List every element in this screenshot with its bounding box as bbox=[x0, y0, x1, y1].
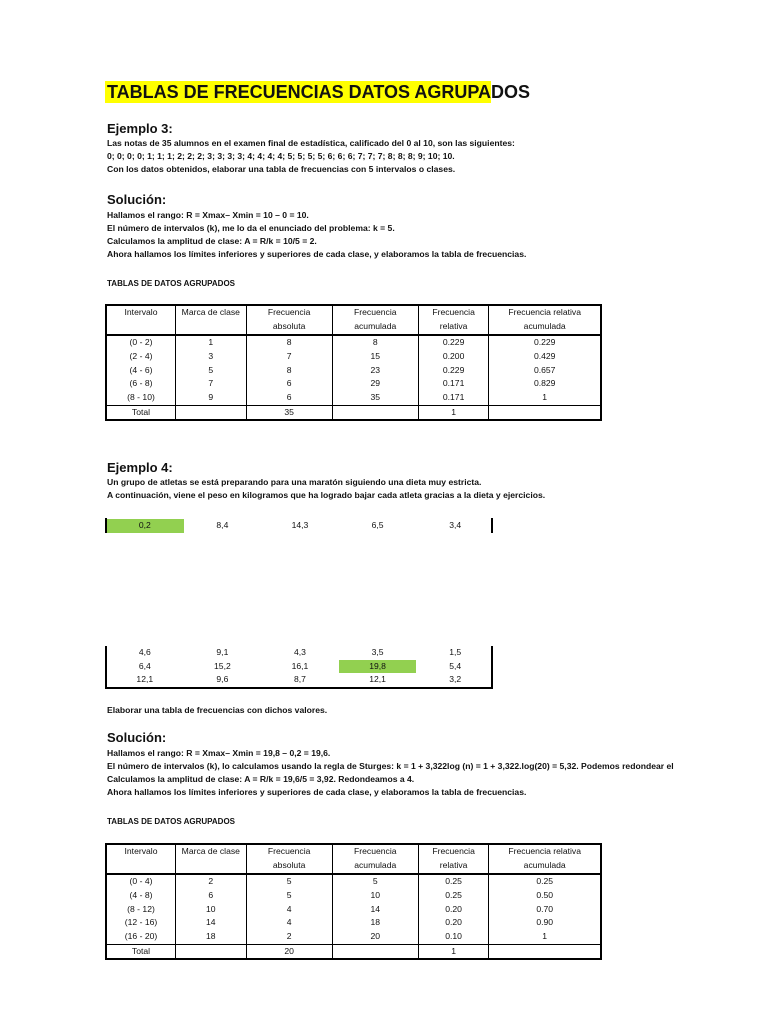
header-interval: Intervalo bbox=[124, 846, 158, 857]
example-3-table-caption: TABLAS DE DATOS AGRUPADOS bbox=[107, 279, 236, 288]
cell: 5 bbox=[332, 874, 418, 889]
header-cumulative-sub: acumulada bbox=[332, 320, 418, 335]
header-absolute-sub: absoluta bbox=[246, 859, 332, 874]
cell: 0.829 bbox=[489, 377, 601, 391]
data-cell: 4,3 bbox=[294, 647, 306, 657]
frequency-table-ex3 bbox=[105, 304, 602, 421]
cell: (0 - 4) bbox=[129, 875, 153, 886]
cell: 0.25 bbox=[418, 874, 489, 889]
cell: Total bbox=[106, 405, 176, 420]
table-row bbox=[106, 335, 601, 350]
statement-line: Las notas de 35 alumnos en el examen final de estadística, calificado del 0 al 10, son las siguientes: bbox=[107, 138, 515, 148]
table-row bbox=[106, 363, 601, 377]
cell: (8 - 10) bbox=[106, 391, 176, 405]
header-interval-sub bbox=[106, 859, 176, 874]
cell: 8 bbox=[332, 335, 418, 350]
cell: 1 bbox=[418, 405, 489, 420]
cell: (8 - 12) bbox=[127, 903, 155, 914]
cell: 0.657 bbox=[489, 363, 601, 377]
cell: 2 bbox=[246, 930, 332, 944]
table-total-row bbox=[106, 944, 601, 959]
data-cell: 12,1 bbox=[369, 674, 386, 684]
header-relative-sub: relativa bbox=[418, 859, 489, 874]
cell: 1 bbox=[418, 944, 489, 959]
header-absolute-sub: absoluta bbox=[246, 320, 332, 335]
statement-line: 0; 0; 0; 0; 1; 1; 1; 2; 2; 2; 3; 3; 3; 3; 4; 4; 4; 4; 5; 5; 5; 5; 6; 6; 6; 7; 7; 7; 8; 8; 8; 9; 10; 10. bbox=[107, 151, 455, 161]
cell: 0.171 bbox=[418, 391, 489, 405]
example-4-heading: Ejemplo 4: bbox=[107, 460, 173, 475]
cell: 8 bbox=[246, 335, 332, 350]
example-3-solution-heading: Solución: bbox=[107, 192, 167, 207]
statement-line: Con los datos obtenidos, elaborar una tabla de frecuencias con 5 intervalos o clases. bbox=[107, 164, 456, 174]
cell: 0.90 bbox=[489, 916, 601, 930]
cell bbox=[332, 944, 418, 959]
cell: 0.10 bbox=[418, 930, 489, 944]
header-cumulative-relative: Frecuencia relativa bbox=[489, 305, 601, 320]
cell: 4 bbox=[246, 902, 332, 916]
header-absolute: Frecuencia bbox=[246, 844, 332, 859]
cell: 7 bbox=[246, 349, 332, 363]
data-cell: 16,1 bbox=[291, 660, 309, 671]
cell bbox=[489, 944, 601, 959]
example-4-solution-heading: Solución: bbox=[107, 730, 167, 745]
example-3-heading: Ejemplo 3: bbox=[107, 121, 173, 136]
cell: 14 bbox=[176, 916, 247, 930]
cell: 0.171 bbox=[418, 377, 489, 391]
cell: 1 bbox=[489, 930, 601, 944]
data-cell: 9,6 bbox=[216, 674, 229, 684]
cell bbox=[176, 944, 247, 959]
cell: 0.25 bbox=[489, 874, 601, 889]
weights-data-top bbox=[106, 519, 494, 533]
grid-border-right-top bbox=[491, 518, 493, 533]
header-class-mark: Marca de clase bbox=[176, 305, 247, 320]
cell: 35 bbox=[246, 405, 332, 420]
example-3-statement bbox=[107, 137, 515, 176]
header-interval-sub bbox=[106, 320, 176, 335]
cell: 7 bbox=[176, 377, 247, 391]
cell: 29 bbox=[332, 377, 418, 391]
cell: 1 bbox=[489, 391, 601, 405]
header-class-mark-sub bbox=[176, 859, 247, 874]
data-cell: 3,4 bbox=[449, 520, 462, 530]
solution-line: Ahora hallamos los límites inferiores y superiores de cada clase, y elaboramos la tabla de frecuencias. bbox=[107, 787, 527, 797]
header-class-mark: Marca de clase bbox=[176, 844, 247, 859]
cell: 3 bbox=[176, 349, 247, 363]
header-cumulative-relative: Frecuencia relativa bbox=[489, 844, 601, 859]
data-cell: 9,1 bbox=[216, 647, 229, 657]
solution-line: Calculamos la amplitud de clase: A = R/k = 10/5 = 2. bbox=[107, 236, 317, 246]
data-cell: 8,7 bbox=[294, 674, 306, 684]
cell: 8 bbox=[246, 363, 332, 377]
data-cell-max: 19,8 bbox=[339, 660, 417, 674]
cell: 2 bbox=[176, 874, 247, 889]
solution-line: El número de intervalos (k), me lo da el enunciado del problema: k = 5. bbox=[107, 223, 395, 233]
cell bbox=[332, 405, 418, 420]
cell: 0.429 bbox=[489, 349, 601, 363]
cell: 0.229 bbox=[418, 363, 489, 377]
data-cell: 15,2 bbox=[214, 660, 231, 671]
data-cell: 6,4 bbox=[138, 660, 151, 671]
header-cumulative-sub: acumulada bbox=[332, 859, 418, 874]
header-relative-sub: relativa bbox=[418, 320, 489, 335]
example-4-instruction: Elaborar una tabla de frecuencias con dichos valores. bbox=[107, 705, 328, 715]
cell: 10 bbox=[332, 888, 418, 902]
cell: (4 - 8) bbox=[129, 889, 153, 900]
grid-border-left-top bbox=[105, 518, 107, 533]
cell: 6 bbox=[246, 377, 332, 391]
header-relative: Frecuencia bbox=[418, 305, 489, 320]
cell bbox=[489, 405, 601, 420]
header-class-mark-sub bbox=[176, 320, 247, 335]
data-cell: 3,5 bbox=[371, 647, 384, 657]
cell: 14 bbox=[332, 902, 418, 916]
cell: 9 bbox=[176, 391, 247, 405]
table-row bbox=[106, 902, 601, 916]
cell: 20 bbox=[246, 944, 332, 959]
header-relative: Frecuencia bbox=[418, 844, 489, 859]
solution-line: El número de intervalos (k), lo calculamos usando la regla de Sturges: k = 1 + 3,322log (n) = 1 + 3,322.log(20) = 5,32. Podemos redondear el bbox=[107, 761, 674, 771]
header-cumulative: Frecuencia bbox=[332, 844, 418, 859]
cell: (0 - 2) bbox=[129, 336, 153, 347]
header-cumulative-relative-sub: acumulada bbox=[489, 859, 601, 874]
cell: 0.200 bbox=[418, 349, 489, 363]
cell: 5 bbox=[176, 363, 247, 377]
header-cumulative-relative-sub: acumulada bbox=[489, 320, 601, 335]
data-cell: 1,5 bbox=[449, 647, 462, 657]
data-cell: 3,2 bbox=[449, 674, 462, 684]
cell: 0.20 bbox=[418, 902, 489, 916]
cell: (16 - 20) bbox=[106, 930, 176, 944]
cell: (6 - 8) bbox=[129, 378, 153, 389]
data-cell: 6,5 bbox=[371, 520, 384, 530]
grid-border-bottom bbox=[105, 687, 493, 689]
grid-border-left-bottom bbox=[105, 646, 107, 688]
cell: 0.229 bbox=[418, 335, 489, 350]
table-row bbox=[106, 888, 601, 902]
solution-line: Hallamos el rango: R = Xmax– Xmin = 10 – 0 = 10. bbox=[107, 210, 309, 220]
data-cell: 14,3 bbox=[291, 520, 309, 530]
cell: 23 bbox=[332, 363, 418, 377]
table-row bbox=[106, 930, 601, 944]
cell: (4 - 6) bbox=[129, 364, 153, 375]
header-absolute: Frecuencia bbox=[246, 305, 332, 320]
cell: 10 bbox=[176, 902, 247, 916]
header-cumulative: Frecuencia bbox=[332, 305, 418, 320]
cell: 35 bbox=[332, 391, 418, 405]
cell: 1 bbox=[176, 335, 247, 350]
data-cell: 4,6 bbox=[138, 647, 151, 657]
cell: 15 bbox=[332, 349, 418, 363]
data-cell: 12,1 bbox=[136, 674, 154, 684]
table-row bbox=[106, 874, 601, 889]
cell bbox=[176, 405, 247, 420]
solution-line: Hallamos el rango: R = Xmax– Xmin = 19,8 – 0,2 = 19,6. bbox=[107, 748, 331, 758]
cell: 6 bbox=[246, 391, 332, 405]
data-cell-min: 0,2 bbox=[106, 519, 184, 533]
solution-line: Ahora hallamos los límites inferiores y superiores de cada clase, y elaboramos la tabla de frecuencias. bbox=[107, 249, 527, 259]
cell: 6 bbox=[176, 888, 247, 902]
statement-line: Un grupo de atletas se está preparando para una maratón siguiendo una dieta muy estricta. bbox=[107, 477, 482, 487]
cell: (12 - 16) bbox=[124, 917, 158, 928]
table-row bbox=[106, 391, 601, 405]
cell: 0.229 bbox=[489, 335, 601, 350]
cell: 18 bbox=[332, 916, 418, 930]
grid-border-right-bottom bbox=[491, 646, 493, 688]
statement-line: A continuación, viene el peso en kilogramos que ha logrado bajar cada atleta gracias a la dieta y ejercicios. bbox=[107, 490, 546, 500]
cell: 0.25 bbox=[418, 888, 489, 902]
example-4-solution bbox=[107, 747, 674, 799]
table-total-row bbox=[106, 405, 601, 420]
cell: 20 bbox=[332, 930, 418, 944]
solution-line: Calculamos la amplitud de clase: A = R/k = 19,6/5 = 3,92. Redondeamos a 4. bbox=[107, 774, 415, 784]
cell: 0.70 bbox=[489, 902, 601, 916]
example-3-solution bbox=[107, 209, 526, 261]
cell: 5 bbox=[246, 874, 332, 889]
data-cell: 5,4 bbox=[449, 660, 462, 671]
cell: 4 bbox=[246, 916, 332, 930]
frequency-table-ex4 bbox=[105, 843, 602, 960]
cell: Total bbox=[106, 944, 176, 959]
table-row bbox=[106, 916, 601, 930]
table-row bbox=[106, 349, 601, 363]
example-4-table-caption: TABLAS DE DATOS AGRUPADOS bbox=[107, 817, 236, 826]
cell: 5 bbox=[246, 888, 332, 902]
cell: 0.50 bbox=[489, 888, 601, 902]
page-title: TABLAS DE FRECUENCIAS DATOS AGRUPADOS bbox=[107, 82, 531, 102]
cell: (2 - 4) bbox=[129, 350, 153, 361]
cell: 18 bbox=[176, 930, 247, 944]
cell: 0.20 bbox=[418, 916, 489, 930]
weights-data-bottom bbox=[106, 646, 494, 687]
table-row bbox=[106, 377, 601, 391]
data-cell: 8,4 bbox=[216, 520, 229, 530]
example-4-statement bbox=[107, 476, 545, 502]
header-interval: Intervalo bbox=[124, 307, 158, 318]
